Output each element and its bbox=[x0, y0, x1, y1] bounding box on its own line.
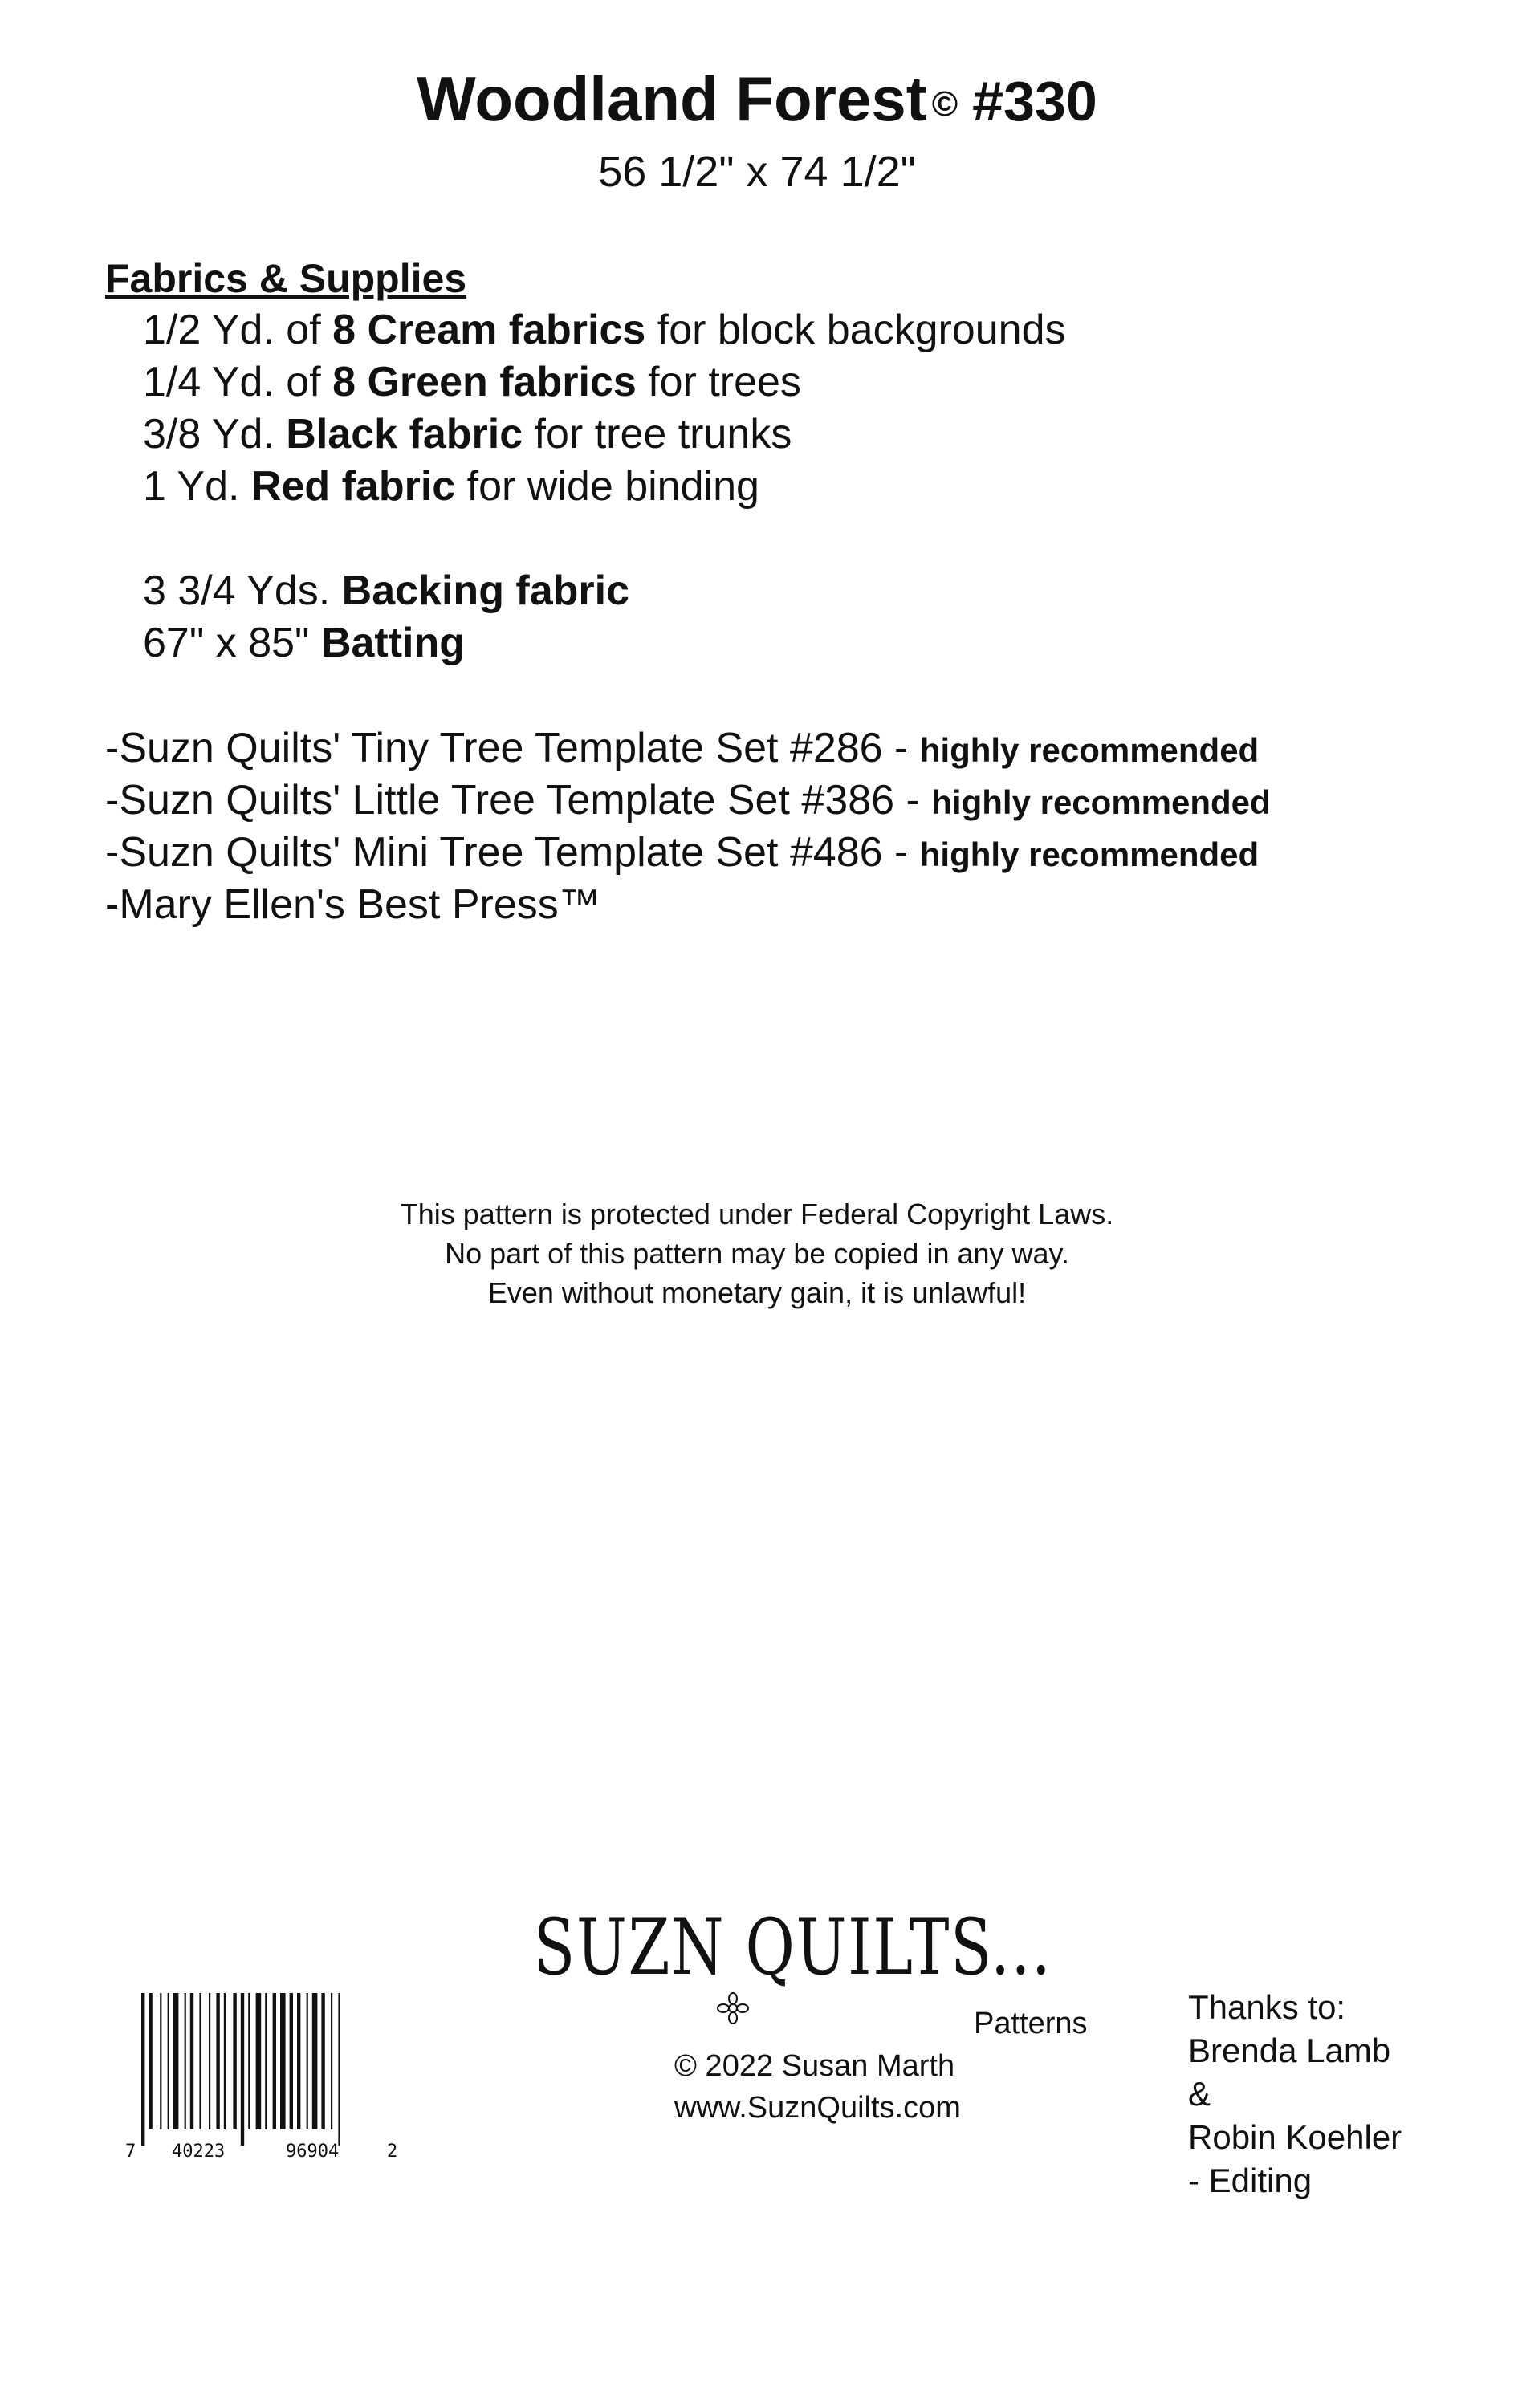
fabric-item: 3 3/4 Yds. Backing fabric bbox=[143, 567, 630, 614]
thanks-line: Thanks to: bbox=[1188, 1988, 1346, 2026]
barcode-bar bbox=[297, 1993, 300, 2129]
barcode-bar bbox=[149, 1993, 152, 2129]
barcode bbox=[138, 1993, 384, 2146]
fabrics-heading: Fabrics & Supplies bbox=[105, 256, 467, 301]
title-text: Woodland Forest bbox=[417, 63, 927, 134]
barcode-bar bbox=[290, 1993, 293, 2129]
barcode-right-group: 96904 bbox=[286, 2142, 340, 2162]
fabric-item: 1/4 Yd. of 8 Green fabrics for trees bbox=[143, 359, 801, 405]
copyright-notice bbox=[0, 1194, 1514, 1312]
barcode-bar bbox=[233, 1993, 236, 2129]
quilt-dimensions: 56 1/2" x 74 1/2" bbox=[598, 148, 916, 196]
logo-subtitle: Patterns bbox=[974, 2007, 1088, 2040]
barcode-bar bbox=[321, 1993, 324, 2129]
fabric-item: 1 Yd. Red fabric for wide binding bbox=[143, 463, 759, 510]
flower-icon bbox=[717, 1992, 749, 2024]
supply-item: -Suzn Quilts' Tiny Tree Template Set #286 - highly recommended bbox=[105, 725, 1260, 771]
barcode-bar bbox=[216, 1993, 219, 2129]
barcode-check-digit: 2 bbox=[387, 2142, 398, 2162]
barcode-left-group: 40223 bbox=[172, 2142, 226, 2162]
pattern-title bbox=[0, 63, 1514, 136]
barcode-bar bbox=[312, 1993, 318, 2129]
barcode-bar bbox=[173, 1993, 179, 2129]
fabric-item: 3/8 Yd. Black fabric for tree trunks bbox=[143, 411, 792, 458]
pattern-number: #330 bbox=[972, 70, 1097, 132]
barcode-bar bbox=[185, 1993, 186, 2129]
barcode-bar bbox=[256, 1993, 262, 2129]
suzn-quilts-logo bbox=[534, 1902, 1052, 2015]
barcode-first-digit: 7 bbox=[125, 2142, 136, 2162]
barcode-bar bbox=[224, 1993, 226, 2129]
thanks-line: Robin Koehler bbox=[1188, 2118, 1402, 2156]
barcode-bar bbox=[265, 1993, 267, 2129]
barcode-bar bbox=[248, 1993, 250, 2129]
barcode-bar bbox=[190, 1993, 193, 2129]
supply-item: -Suzn Quilts' Mini Tree Template Set #486 - highly recommended bbox=[105, 829, 1260, 876]
barcode-bar bbox=[280, 1993, 286, 2129]
fabric-item: 67" x 85" Batting bbox=[143, 620, 466, 666]
barcode-bars bbox=[138, 1993, 384, 2146]
barcode-bar bbox=[199, 1993, 201, 2129]
supply-item: -Suzn Quilts' Little Tree Template Set #386 - highly recommended bbox=[105, 777, 1271, 824]
barcode-bar bbox=[141, 1993, 144, 2146]
supply-item: -Mary Ellen's Best Press™ bbox=[105, 881, 600, 928]
barcode-bar bbox=[273, 1993, 276, 2129]
thanks-line: Brenda Lamb bbox=[1188, 2032, 1391, 2069]
thanks-block bbox=[1188, 1986, 1402, 2203]
barcode-bar bbox=[307, 1993, 308, 2129]
copyright-line: © 2022 Susan Marth bbox=[674, 2049, 955, 2083]
fabric-item: 1/2 Yd. of 8 Cream fabrics for block backgrounds bbox=[143, 307, 1066, 353]
barcode-bar bbox=[331, 1993, 332, 2129]
thanks-line: & bbox=[1188, 2075, 1211, 2113]
website-link[interactable]: www.SuznQuilts.com bbox=[674, 2091, 961, 2125]
barcode-bar bbox=[168, 1993, 169, 2129]
barcode-bar bbox=[160, 1993, 161, 2129]
logo-brand-text: SUZN QUILTS... bbox=[534, 1902, 1052, 1992]
barcode-bar bbox=[241, 1993, 244, 2146]
notice-line: This pattern is protected under Federal Copyright Laws. bbox=[400, 1198, 1114, 1230]
thanks-line: - Editing bbox=[1188, 2162, 1313, 2199]
notice-line: No part of this pattern may be copied in any way. bbox=[445, 1237, 1069, 1270]
copyright-symbol: © bbox=[931, 84, 958, 124]
notice-line: Even without monetary gain, it is unlawful! bbox=[487, 1276, 1027, 1309]
barcode-bar bbox=[209, 1993, 210, 2129]
barcode-bar bbox=[338, 1993, 340, 2146]
